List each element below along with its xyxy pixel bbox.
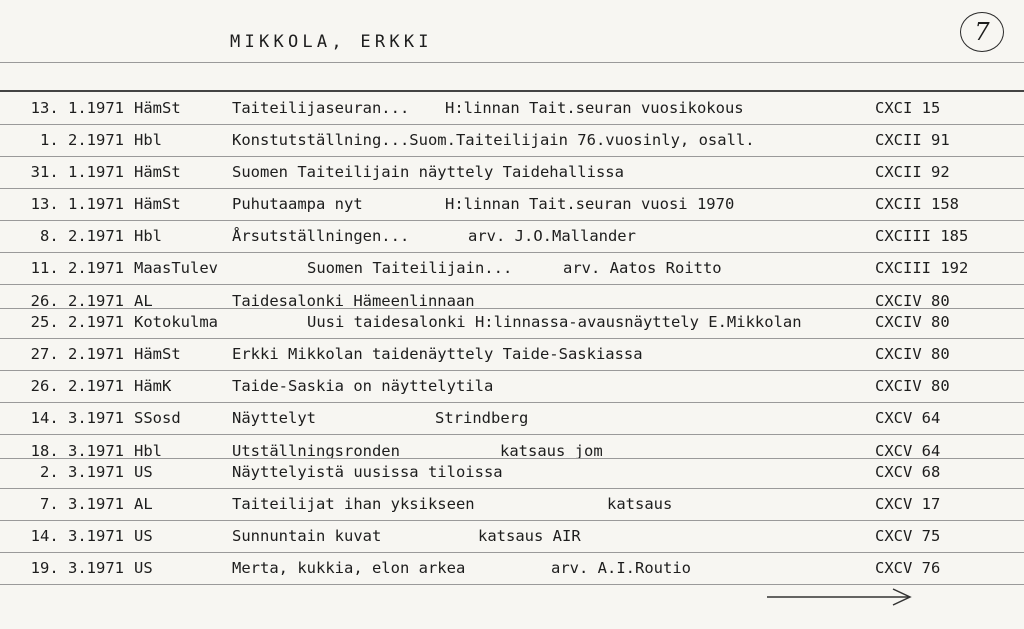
entry-date: 1. 2.1971 [40, 131, 124, 149]
list-item [0, 493, 1024, 515]
entry-reference: CXCV 68 [875, 463, 941, 481]
ruled-line [0, 220, 1024, 221]
entry-source: HämK [134, 377, 172, 395]
entry-date: 31. 1.1971 [30, 163, 124, 181]
entry-note: katsaus [607, 495, 673, 513]
entry-note: H:linnan Tait.seuran vuosikokous [445, 99, 744, 117]
ruled-line [0, 488, 1024, 489]
entry-title: Årsutställningen... [232, 227, 410, 245]
entry-reference: CXCIII 192 [875, 259, 969, 277]
entry-title: Näyttelyistä uusissa tiloissa [232, 463, 503, 481]
entry-note: Strindberg [435, 409, 529, 427]
ruled-line [0, 284, 1024, 285]
entry-date: 26. 2.1971 [30, 292, 124, 310]
entry-source: Hbl [134, 131, 162, 149]
list-item [0, 225, 1024, 247]
ruled-line [0, 188, 1024, 189]
entry-title: Utställningsronden [232, 442, 400, 460]
continue-arrow-icon [765, 586, 915, 608]
ruled-line [0, 124, 1024, 125]
entry-title: Taide-Saskia on näyttelytila [232, 377, 494, 395]
entry-reference: CXCII 91 [875, 131, 950, 149]
entry-reference: CXCIV 80 [875, 313, 950, 331]
entry-title: Taiteilijat ihan yksikseen [232, 495, 475, 513]
entry-title: Konstutställning...Suom.Taiteilijain 76.vuosinly, osall. [232, 131, 755, 149]
ruled-line [0, 520, 1024, 521]
list-item [0, 557, 1024, 579]
list-item [0, 129, 1024, 151]
entry-title: Suomen Taiteilijain... [307, 259, 513, 277]
entry-reference: CXCIV 80 [875, 377, 950, 395]
entry-source: AL [134, 292, 153, 310]
entry-source: Hbl [134, 442, 162, 460]
ruled-line [0, 458, 1024, 459]
entry-reference: CXCV 76 [875, 559, 941, 577]
entry-note: arv. J.O.Mallander [468, 227, 636, 245]
ruled-line [0, 156, 1024, 157]
list-item [0, 375, 1024, 397]
ruled-line [0, 584, 1024, 585]
entry-reference: CXCI 15 [875, 99, 941, 117]
list-item [0, 161, 1024, 183]
entry-date: 18. 3.1971 [30, 442, 124, 460]
entry-title: Taiteilijaseuran... [232, 99, 410, 117]
entry-source: HämSt [134, 195, 181, 213]
entry-source: MaasTulev [134, 259, 218, 277]
ruled-line [0, 62, 1024, 63]
entry-reference: CXCV 64 [875, 442, 941, 460]
entry-reference: CXCV 64 [875, 409, 941, 427]
entry-note: H:linnan Tait.seuran vuosi 1970 [445, 195, 735, 213]
entry-reference: CXCII 158 [875, 195, 959, 213]
entry-date: 13. 1.1971 [30, 99, 124, 117]
entry-date: 13. 1.1971 [30, 195, 124, 213]
list-item [0, 257, 1024, 279]
entry-reference: CXCIV 80 [875, 345, 950, 363]
entry-source: HämSt [134, 345, 181, 363]
entry-reference: CXCIII 185 [875, 227, 969, 245]
ruled-line [0, 252, 1024, 253]
entry-source: Hbl [134, 227, 162, 245]
entry-title: Erkki Mikkolan taidenäyttely Taide-Saskiassa [232, 345, 643, 363]
entry-title: Merta, kukkia, elon arkea [232, 559, 466, 577]
list-item [0, 343, 1024, 365]
ruled-line [0, 552, 1024, 553]
page-number-circle: 7 [960, 12, 1004, 52]
ruled-line [0, 338, 1024, 339]
entry-title: Näyttelyt [232, 409, 316, 427]
entry-title: Sunnuntain kuvat [232, 527, 382, 545]
entry-reference: CXCII 92 [875, 163, 950, 181]
entry-date: 7. 3.1971 [40, 495, 124, 513]
list-item [0, 97, 1024, 119]
entry-title: Puhutaampa nyt [232, 195, 363, 213]
ruled-line [0, 370, 1024, 371]
entry-title: Suomen Taiteilijain näyttely Taidehallissa [232, 163, 624, 181]
entry-source: HämSt [134, 163, 181, 181]
entry-date: 14. 3.1971 [30, 409, 124, 427]
entry-date: 27. 2.1971 [30, 345, 124, 363]
entry-reference: CXCIV 80 [875, 292, 950, 310]
entry-title: Taidesalonki Hämeenlinnaan [232, 292, 475, 310]
entry-note: katsaus jom [500, 442, 603, 460]
entry-source: US [134, 463, 153, 481]
entry-note: katsaus AIR [478, 527, 581, 545]
header-divider [0, 90, 1024, 92]
ruled-line [0, 434, 1024, 435]
entry-date: 14. 3.1971 [30, 527, 124, 545]
entry-reference: CXCV 75 [875, 527, 941, 545]
entry-date: 2. 3.1971 [40, 463, 124, 481]
entry-date: 11. 2.1971 [30, 259, 124, 277]
entry-date: 19. 3.1971 [30, 559, 124, 577]
entry-source: HämSt [134, 99, 181, 117]
entry-date: 8. 2.1971 [40, 227, 124, 245]
entry-source: Kotokulma [134, 313, 218, 331]
entry-note: arv. Aatos Roitto [563, 259, 722, 277]
list-item [0, 407, 1024, 429]
entry-date: 26. 2.1971 [30, 377, 124, 395]
card-title: MIKKOLA, ERKKI [230, 32, 433, 52]
list-item [0, 193, 1024, 215]
entry-reference: CXCV 17 [875, 495, 941, 513]
entry-note: arv. A.I.Routio [551, 559, 691, 577]
list-item [0, 525, 1024, 547]
list-item [0, 311, 1024, 333]
entry-title: Uusi taidesalonki H:linnassa-avausnäyttely E.Mikkolan [307, 313, 802, 331]
entry-source: SSosd [134, 409, 181, 427]
entry-source: AL [134, 495, 153, 513]
ruled-line [0, 402, 1024, 403]
entry-date: 25. 2.1971 [30, 313, 124, 331]
entry-source: US [134, 527, 153, 545]
entry-source: US [134, 559, 153, 577]
list-item [0, 461, 1024, 483]
ruled-line [0, 308, 1024, 309]
